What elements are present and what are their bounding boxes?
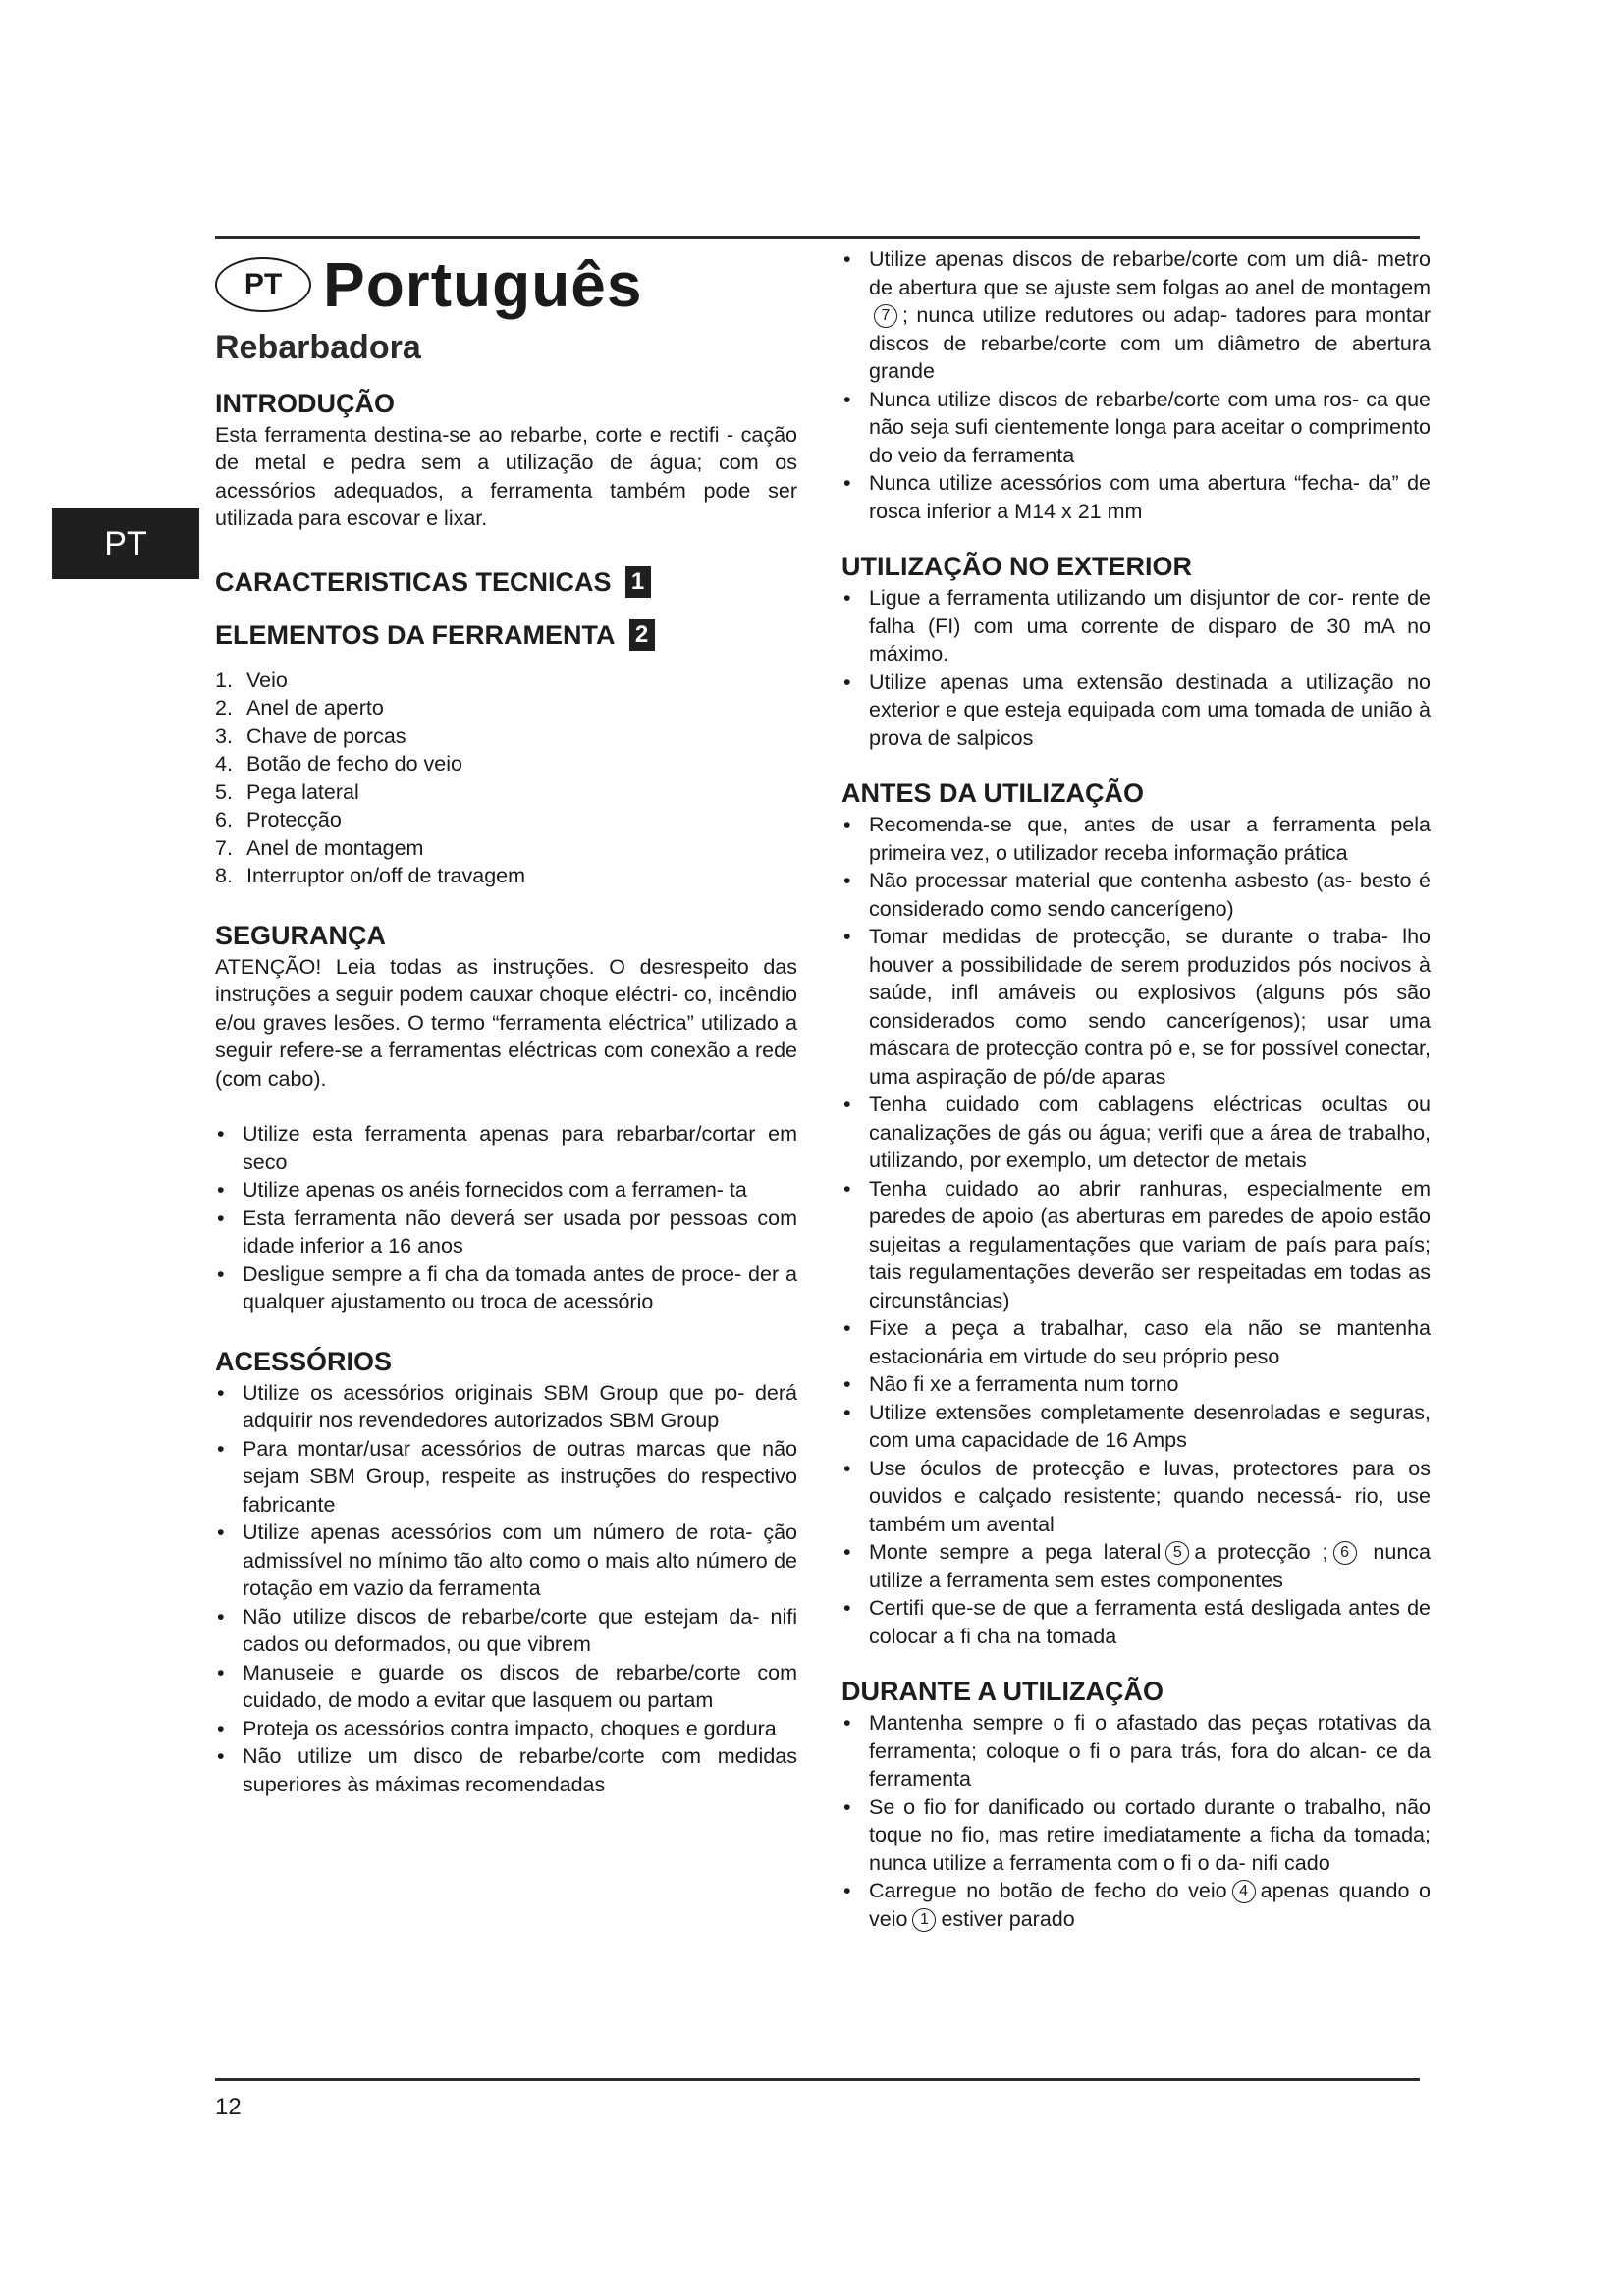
list-item: • Fixe a peça a trabalhar, caso ela não se mantenha estacionária em virtude do seu próprio peso bbox=[843, 1316, 1431, 1368]
list-item: • Utilize apenas uma extensão destinada a utilização no exterior e que esteja equipada com uma tomada de união à prova de salpicos bbox=[843, 669, 1431, 750]
list-item: • Nunca utilize acessórios com uma abertura “fecha- da” de rosca inferior a M14 x 21 mm bbox=[843, 471, 1431, 523]
specs-heading-label: CARACTERISTICAS TECNICAS bbox=[215, 566, 612, 597]
list-item: • Tenha cuidado com cablagens eléctricas ocultas ou canalizações de gás ou água; verifi que a área de trabalho, utilizando, por exemplo, um detector de metais bbox=[843, 1093, 1431, 1172]
list-item: • Tenha cuidado ao abrir ranhuras, especialmente em paredes de apoio (as aberturas em paredes de apoio estão sujeitas a regulamentações que variam de país para país; tais regulamentações deverão ser respeitadas em todas as circunstâncias) bbox=[843, 1176, 1431, 1312]
safety-heading: SEGURANÇA bbox=[215, 920, 387, 950]
list-item: • Tomar medidas de protecção, se durante o traba- lho houver a possibilidade de serem produzidos pós nocivos à saúde, infl amáveis ou explosivos (alguns pós são considerados como sendo cancerígenos); usar uma máscara de protecção contra pó e, se for possível conectar, uma aspiração de pó/de aparas bbox=[843, 925, 1431, 1089]
component-ref-6: 6 bbox=[1333, 1541, 1357, 1565]
right-column bbox=[841, 245, 1431, 1933]
during-use-list bbox=[841, 1709, 1431, 1933]
list-item: 4. Botão de fecho do veio bbox=[215, 752, 462, 775]
accessories-heading: ACESSÓRIOS bbox=[215, 1346, 393, 1376]
list-item: 3. Chave de porcas bbox=[215, 723, 406, 748]
safety-text: ATENÇÃO! Leia todas as instruções. O desrespeito das instruções a seguir podem cauxar choque eléctri- co, incêndio e/ou graves lesões. O termo “ferramenta eléctrica” utilizado a seguir refere-se a ferramentas eléctricas com conexão a rede (com cabo). bbox=[215, 954, 797, 1091]
specs-heading bbox=[215, 566, 797, 598]
list-item: • Não utilize discos de rebarbe/corte que estejam da- nifi cados ou deformados, ou que vibrem bbox=[217, 1604, 797, 1656]
elements-heading bbox=[215, 619, 797, 651]
list-item: • Não fi xe a ferramenta num torno bbox=[843, 1372, 1179, 1396]
disc-rules-list bbox=[841, 245, 1431, 525]
page-number: 12 bbox=[215, 2094, 242, 2120]
list-item: • Utilize apenas discos de rebarbe/corte com um diâ- metro de abertura que se ajuste sem folgas ao anel de montagem7 ; nunca utilize redutores ou adap- tadores para montar discos de rebarbe/corte com um diâmetro de abertura grande bbox=[843, 247, 1431, 383]
list-item: • Proteja os acessórios contra impacto, choques e gordura bbox=[217, 1716, 777, 1740]
safety-list bbox=[215, 1120, 797, 1316]
list-item: • Para montar/usar acessórios de outras marcas que não sejam SBM Group, respeite as instruções do respectivo fabricante bbox=[217, 1436, 797, 1517]
list-item: • Monte sempre a pega lateral 5 a protecção ; 6 nunca utilize a ferramenta sem estes componentes bbox=[843, 1540, 1432, 1592]
list-item: 1. Veio bbox=[215, 667, 288, 692]
list-item: • Utilize esta ferramenta apenas para rebarbar/cortar em seco bbox=[217, 1122, 797, 1174]
list-item: • Manuseie e guarde os discos de rebarbe/corte com cuidado, de modo a evitar que lasquem ou partam bbox=[217, 1660, 797, 1712]
list-item: • Utilize extensões completamente desenroladas e seguras, com uma capacidade de 16 Amps bbox=[843, 1400, 1431, 1452]
elements-heading-label: ELEMENTOS DA FERRAMENTA bbox=[215, 619, 616, 650]
outdoor-heading: UTILIZAÇÃO NO EXTERIOR bbox=[841, 552, 1192, 581]
list-item: 6. Protecção bbox=[215, 808, 342, 831]
component-ref-4: 4 bbox=[1232, 1880, 1256, 1903]
list-item: • Certifi que-se de que a ferramenta está desligada antes de colocar a fi cha na tomada bbox=[843, 1596, 1431, 1648]
list-item: • Recomenda-se que, antes de usar a ferramenta pela primeira vez, o utilizador receba informação prática bbox=[843, 813, 1431, 865]
list-item: • Não processar material que contenha asbesto (as- besto é considerado como sendo cancerígeno) bbox=[843, 869, 1431, 921]
list-item: 7. Anel de montagem bbox=[215, 835, 424, 860]
figure-ref-2: 2 bbox=[629, 619, 655, 651]
product-title: Rebarbadora bbox=[215, 329, 421, 366]
list-item: • Use óculos de protecção e luvas, protectores para os ouvidos e calçado resistente; quando necessá- rio, use também um avental bbox=[843, 1456, 1431, 1536]
list-item: 8. Interruptor on/off de travagem bbox=[215, 864, 526, 887]
language-title: Português bbox=[323, 248, 643, 320]
top-rule bbox=[215, 236, 1420, 239]
list-item: • Utilize apenas acessórios com um número de rota- ção admissível no mínimo tão alto como o mais alto número de rotação em vazio da ferramenta bbox=[217, 1521, 797, 1600]
list-item: • Se o fio for danificado ou cortado durante o trabalho, não toque no fio, mas retire imediatamente a ficha da tomada; nunca utilize a ferramenta com o fi o da- nifi cado bbox=[843, 1794, 1431, 1875]
intro-heading: INTRODUÇÃO bbox=[215, 388, 395, 418]
accessories-list bbox=[215, 1379, 797, 1799]
before-use-heading: ANTES DA UTILIZAÇÃO bbox=[841, 778, 1144, 808]
during-use-heading: DURANTE A UTILIZAÇÃO bbox=[841, 1677, 1164, 1706]
component-ref-7: 7 bbox=[874, 304, 897, 328]
list-item: • Utilize os acessórios originais SBM Group que po- derá adquirir nos revendedores autorizados SBM Group bbox=[217, 1380, 797, 1432]
list-item: • Mantenha sempre o fi o afastado das peças rotativas da ferramenta; coloque o fi o para trás, fora do alcan- ce da ferramenta bbox=[843, 1711, 1431, 1790]
language-header bbox=[215, 245, 797, 324]
component-ref-1: 1 bbox=[912, 1908, 936, 1932]
list-item: 5. Pega lateral bbox=[215, 779, 359, 804]
bottom-rule bbox=[215, 2078, 1420, 2081]
list-item: • Nunca utilize discos de rebarbe/corte com uma ros- ca que não seja sufi cientemente longa para aceitar o comprimento do veio da ferramenta bbox=[843, 387, 1431, 467]
component-ref-5: 5 bbox=[1165, 1541, 1189, 1565]
list-item: • Desligue sempre a fi cha da tomada antes de proce- der a qualquer ajustamento ou troca de acessório bbox=[217, 1261, 797, 1313]
elements-list bbox=[215, 667, 797, 890]
list-item: • Ligue a ferramenta utilizando um disjuntor de cor- rente de falha (FI) com uma corrente de disparo de 30 mA no máximo. bbox=[843, 586, 1431, 666]
left-column bbox=[215, 245, 797, 1798]
before-use-list bbox=[841, 811, 1431, 1650]
intro-text: Esta ferramenta destina-se ao rebarbe, corte e rectifi - cação de metal e pedra sem a utilização de água; com os acessórios adequados, a ferramenta também pode ser utilizada para escovar e lixar. bbox=[215, 422, 797, 530]
list-item: • Utilize apenas os anéis fornecidos com a ferramen- ta bbox=[217, 1178, 747, 1201]
list-item: • Carregue no botão de fecho do veio 4 apenas quando o veio 1 estiver parado bbox=[843, 1879, 1431, 1931]
list-item: • Não utilize um disco de rebarbe/corte com medidas superiores às máximas recomendadas bbox=[217, 1744, 797, 1796]
language-badge: PT bbox=[215, 257, 311, 312]
figure-ref-1: 1 bbox=[625, 566, 651, 598]
list-item: • Esta ferramenta não deverá ser usada por pessoas com idade inferior a 16 anos bbox=[217, 1205, 797, 1257]
outdoor-list bbox=[841, 584, 1431, 752]
list-item: 2. Anel de aperto bbox=[215, 696, 384, 720]
language-side-tab: PT bbox=[52, 508, 199, 579]
